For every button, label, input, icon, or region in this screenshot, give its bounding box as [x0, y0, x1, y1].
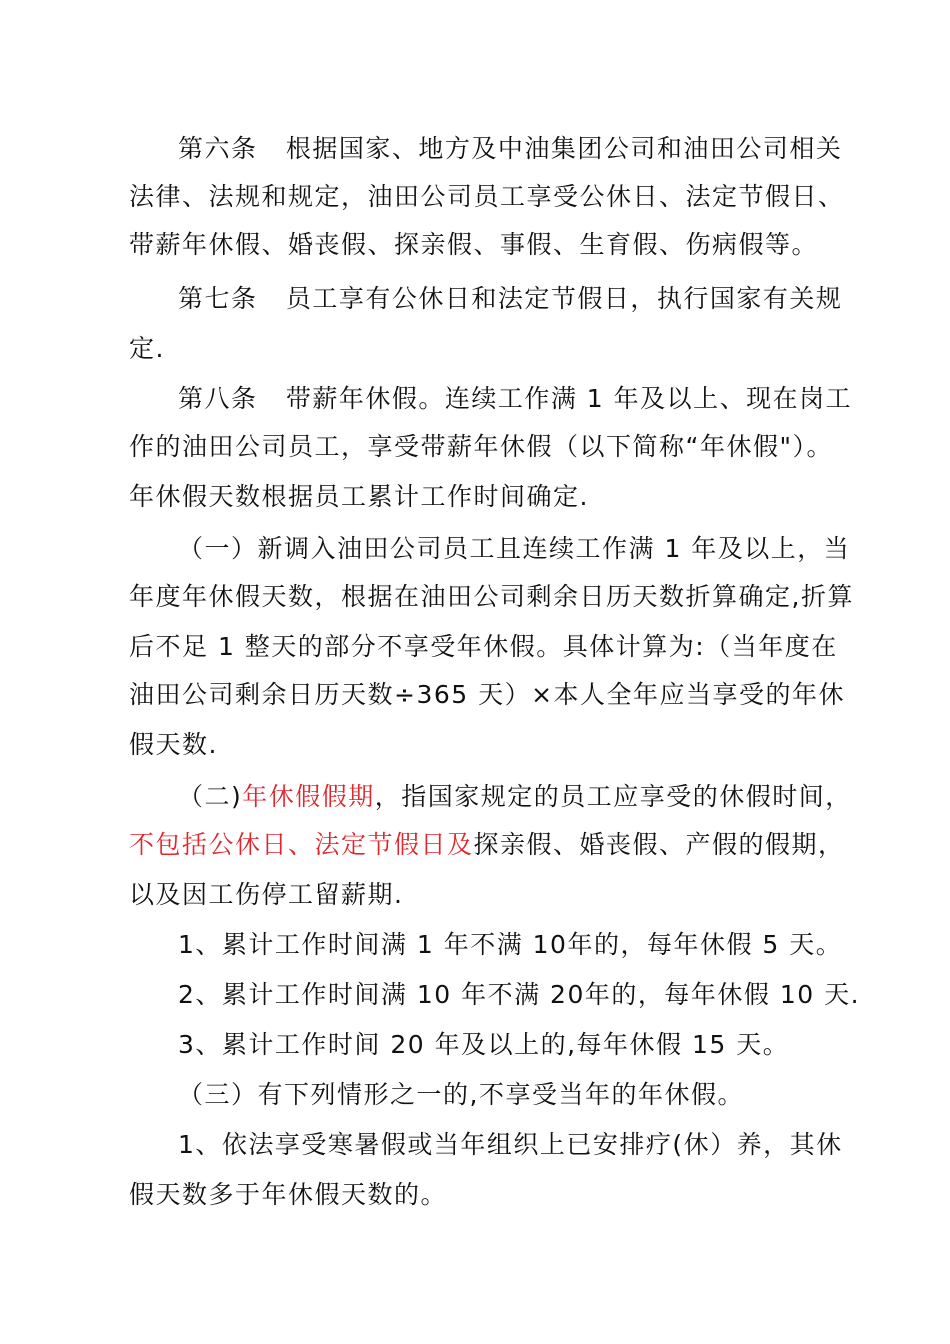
item1-line2: 年度年休假天数，根据在油田公司剩余日历天数折算确定,折算 — [129, 582, 854, 611]
article7-line1: 第七条 员工享有公休日和法定节假日，执行国家有关规 — [178, 284, 843, 313]
exclusion-highlight: 不包括公休日、法定节假日及 — [129, 830, 474, 859]
item1-line3: 后不足 1 整天的部分不享受年休假。具体计算为:（当年度在 — [129, 632, 838, 661]
exclusion1-line1: 1、依法享受寒暑假或当年组织上已安排疗(休）养，其休 — [178, 1130, 843, 1159]
article6-line3: 带薪年休假、婚丧假、探亲假、事假、生育假、伤病假等。 — [129, 230, 819, 259]
item1-line1: （一）新调入油田公司员工且连续工作满 1 年及以上，当 — [178, 534, 851, 563]
item2-line1 — [178, 782, 852, 812]
item1-line4: 油田公司剩余日历天数÷365 天）×本人全年应当享受的年休 — [129, 680, 846, 709]
tier-3: 3、累计工作时间 20 年及以上的,每年休假 15 天。 — [178, 1030, 790, 1059]
article8-line2: 作的油田公司员工，享受带薪年休假（以下简称“年休假"）。 — [129, 432, 833, 461]
item1-line5: 假天数. — [129, 730, 218, 759]
article7-line2: 定. — [129, 334, 165, 363]
exclusion1-line2: 假天数多于年休假天数的。 — [129, 1180, 448, 1209]
item3-line1: （三）有下列情形之一的,不享受当年的年休假。 — [178, 1080, 744, 1109]
item2-prefix: （二) — [178, 782, 243, 811]
article8-line3: 年休假天数根据员工累计工作时间确定. — [129, 482, 589, 511]
article6-line1: 第六条 根据国家、地方及中油集团公司和油田公司相关 — [178, 134, 843, 163]
article6-line2: 法律、法规和规定，油田公司员工享受公休日、法定节假日、 — [129, 182, 845, 211]
tier-2: 2、累计工作时间满 10 年不满 20年的，每年休假 10 天. — [178, 980, 861, 1009]
item2-line2 — [129, 830, 845, 860]
item2-line1-rest: ，指国家规定的员工应享受的休假时间， — [374, 782, 852, 811]
annual-leave-period-highlight: 年休假假期 — [242, 782, 375, 811]
tier-1: 1、累计工作时间满 1 年不满 10年的，每年休假 5 天。 — [178, 930, 843, 959]
item2-line2-rest: 探亲假、婚丧假、产假的假期， — [473, 830, 845, 859]
item2-line3: 以及因工伤停工留薪期. — [129, 880, 404, 909]
article8-line1: 第八条 带薪年休假。连续工作满 1 年及以上、现在岗工 — [178, 384, 853, 413]
